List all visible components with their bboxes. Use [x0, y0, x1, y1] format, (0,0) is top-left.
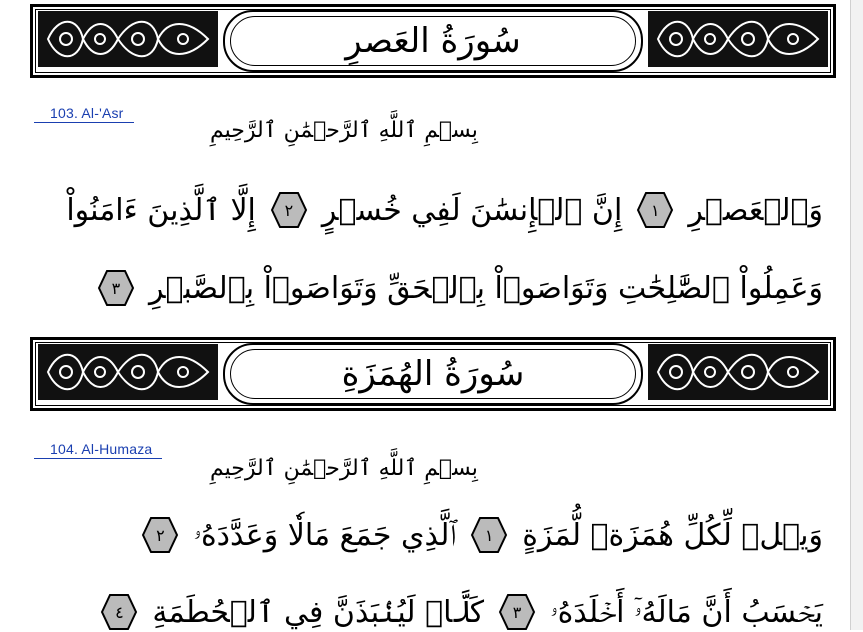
ayah-number: ١: [651, 200, 660, 220]
arabesque-ornament-left: [38, 344, 218, 400]
verse-text: وَٱلۡعَصۡرِ: [688, 192, 823, 228]
ayah-number: ٤: [115, 602, 124, 622]
verse-line: [66, 190, 823, 230]
surah-banner-asr: [30, 4, 836, 78]
surah-label-link[interactable]: 103. Al-'Asr: [34, 105, 134, 123]
surah-title: سُورَةُ العَصرِ: [345, 21, 521, 61]
ayah-number: ٢: [156, 525, 165, 545]
title-cartouche: [223, 343, 643, 405]
ayah-marker: [96, 592, 142, 632]
verse-line: [96, 592, 823, 632]
verse-text: وَيۡلٞ لِّكُلِّ هُمَزَةٖ لُّمَزَةٍ: [522, 517, 823, 553]
verse-text: كَلَّاۖ لَيُنۢبَذَنَّ فِي ٱلۡحُطَمَةِ: [152, 594, 485, 630]
arabesque-ornament-left: [38, 11, 218, 67]
arabesque-ornament-right: [648, 344, 828, 400]
arabesque-ornament-right: [648, 11, 828, 67]
bismillah: بِسۡمِ ٱللَّهِ ٱلرَّحۡمَٰنِ ٱلرَّحِيمِ: [210, 118, 478, 143]
ayah-marker: [93, 268, 139, 308]
surah-title: سُورَةُ الهُمَزَةِ: [341, 354, 525, 394]
verse-text: ٱلَّذِي جَمَعَ مَالٗا وَعَدَّدَهُۥ: [193, 517, 457, 553]
surah-banner-humaza: [30, 337, 836, 411]
verse-text: يَحۡسَبُ أَنَّ مَالَهُۥٓ أَخۡلَدَهُۥ: [550, 594, 823, 630]
verse-text: إِلَّا ٱلَّذِينَ ءَامَنُواْ: [66, 192, 256, 228]
ayah-number: ١: [484, 525, 494, 545]
verse-line: [93, 268, 823, 308]
ayah-marker: [466, 515, 512, 555]
ayah-marker: [494, 592, 540, 632]
verse-text: وَعَمِلُواْ ٱلصَّٰلِحَٰتِ وَتَوَاصَوۡاْ بِٱلۡحَقِّ وَتَوَاصَوۡاْ بِٱلصَّبۡرِ: [148, 270, 823, 306]
ayah-marker: [137, 515, 183, 555]
ayah-marker: [632, 190, 678, 230]
verse-text: إِنَّ ٱلۡإِنسَٰنَ لَفِي خُسۡرٍ: [321, 192, 623, 228]
bismillah: بِسۡمِ ٱللَّهِ ٱلرَّحۡمَٰنِ ٱلرَّحِيمِ: [210, 456, 478, 481]
surah-label-link[interactable]: 104. Al-Humaza: [34, 441, 162, 459]
ayah-number: ٣: [111, 278, 121, 298]
title-cartouche: [223, 10, 643, 72]
ayah-marker: [266, 190, 312, 230]
verse-line: [137, 515, 823, 555]
scrollbar[interactable]: [850, 0, 863, 630]
ayah-number: ٣: [512, 602, 522, 622]
ayah-number: ٢: [284, 200, 294, 220]
